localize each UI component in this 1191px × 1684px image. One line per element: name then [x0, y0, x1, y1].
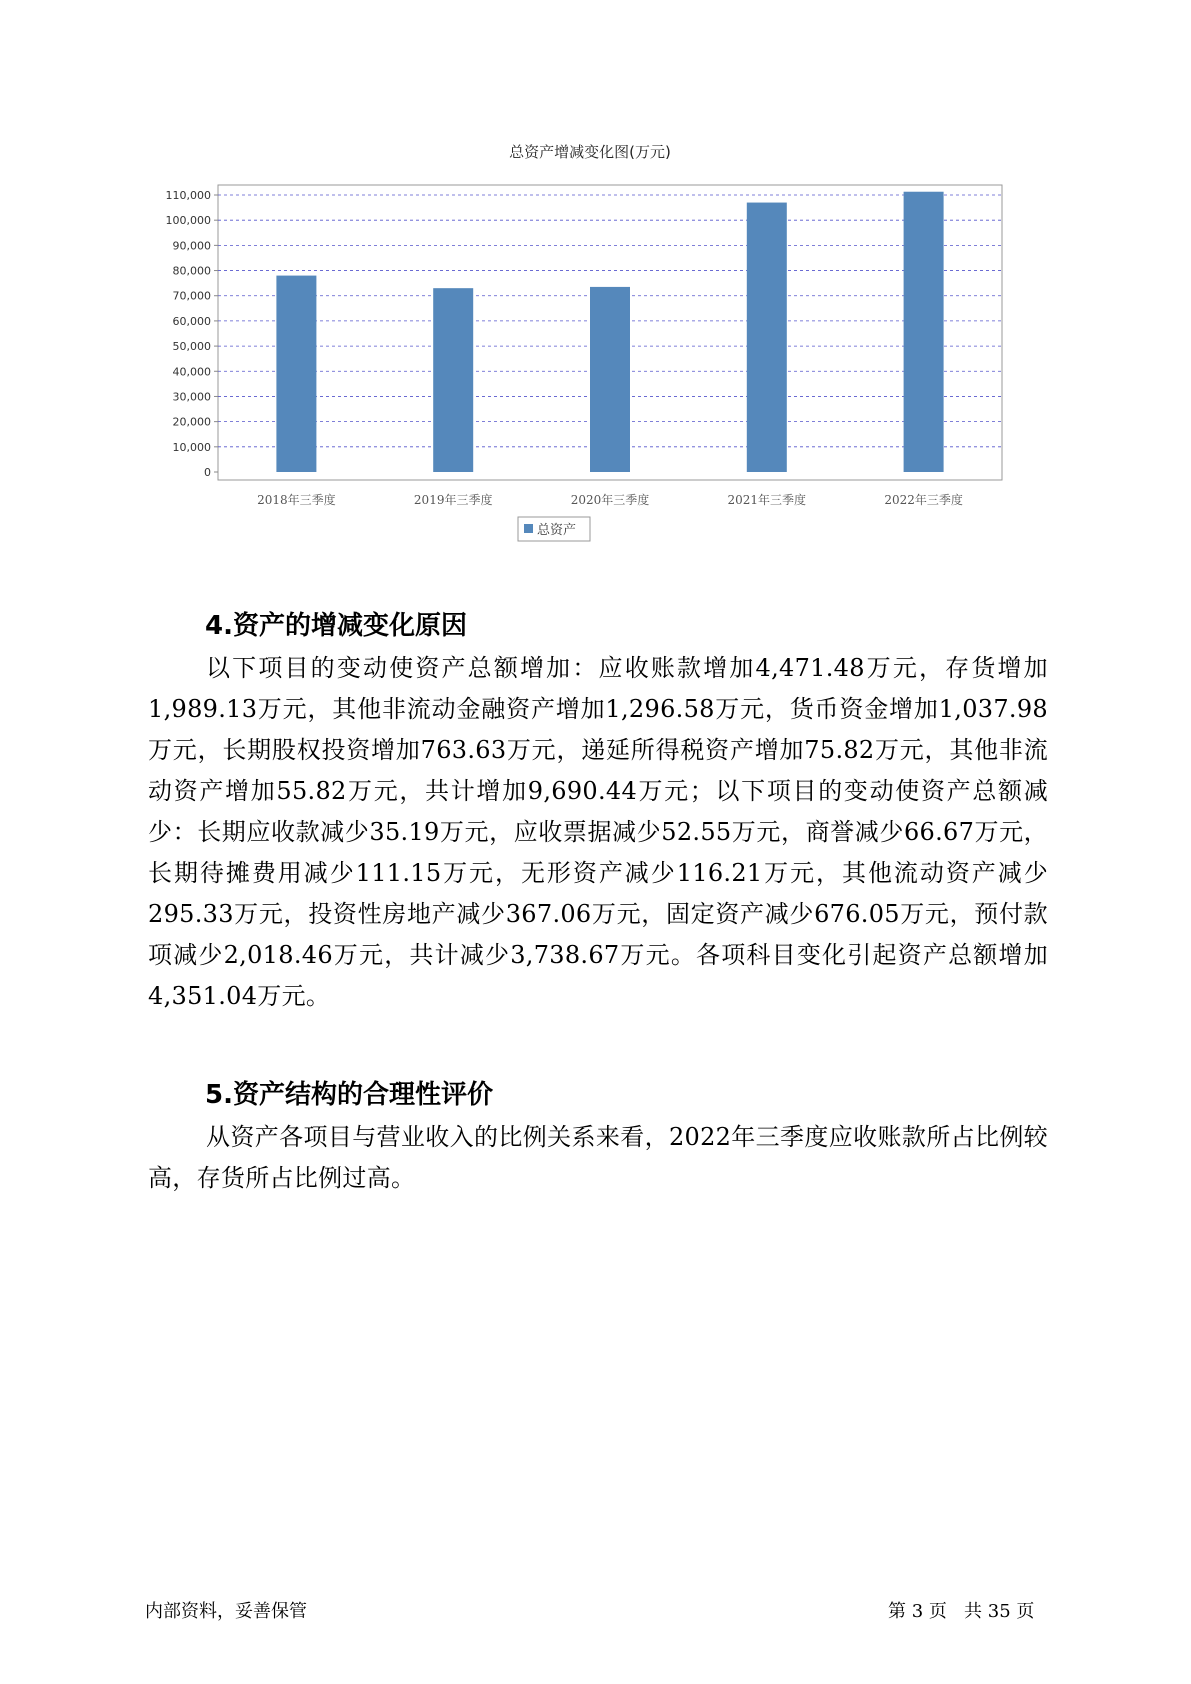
legend-label: 总资产: [537, 523, 577, 538]
x-tick-label: 2022年三季度: [884, 493, 963, 507]
bar: [276, 276, 316, 472]
footer-confidential: 内部资料，妥善保管: [145, 1601, 307, 1622]
y-tick-label: 0: [204, 466, 211, 479]
x-tick-label: 2021年三季度: [727, 493, 807, 507]
y-tick-label: 10,000: [172, 440, 211, 454]
y-tick-label: 80,000: [172, 264, 211, 278]
x-tick-label: 2018年三季度: [257, 493, 336, 507]
y-tick-label: 50,000: [172, 340, 211, 354]
x-tick-label: 2019年三季度: [413, 493, 493, 507]
section-5-heading: 5.资产结构的合理性评价: [205, 1080, 493, 1110]
y-tick-label: 90,000: [172, 239, 211, 253]
bar: [590, 287, 630, 472]
y-tick-label: 100,000: [165, 214, 211, 228]
footer-page-number: 第 3 页 共 35 页: [888, 1601, 1035, 1622]
y-axis-ticks: [166, 189, 219, 479]
y-tick-label: 30,000: [172, 390, 211, 404]
section-5-paragraph: 从资产各项目与营业收入的比例关系来看，2022年三季度应收账款所占比例较高，存货所占比例过高。: [148, 1123, 1048, 1192]
y-tick-label: 60,000: [172, 314, 211, 328]
legend-swatch: [524, 524, 533, 533]
y-tick-label: 70,000: [172, 289, 211, 303]
legend: [518, 517, 590, 541]
chart-title: 总资产增减变化图(万元): [509, 143, 671, 161]
bar: [747, 203, 787, 472]
total-assets-chart: [150, 135, 1030, 595]
y-tick-label: 110,000: [165, 189, 211, 202]
x-tick-label: 2020年三季度: [570, 493, 650, 507]
section-4-heading: 4.资产的增减变化原因: [205, 611, 467, 641]
chart-svg: [150, 135, 1030, 595]
y-tick-label: 20,000: [172, 415, 211, 429]
bar: [904, 192, 944, 472]
section-4-paragraph: 以下项目的变动使资产总额增加：应收账款增加4,471.48万元，存货增加1,989.13万元，其他非流动金融资产增加1,296.58万元，货币资金增加1,037.98万元，长期股权投资增加763.63万元，递延所得税资产增加75.82万元，其他非流动资产增加55.82万元，共计增加9,690.44万元；以下项目的变动使资产总额减少：长期应收款减少35.19万元，应收票据减少52.55万元，商誉减少66.67万元，长期待摊费用减少111.15万元，无形资产减少116.21万元，其他流动资产减少295.33万元，投资性房地产减少367.06万元，固定资产减少676.05万元，预付款项减少2,018.46万元，共计减少3,738.67万元。各项科目变化引起资产总额增加4,351.04万元。: [148, 654, 1048, 1010]
bar: [433, 288, 473, 472]
y-tick-label: 40,000: [172, 365, 211, 379]
x-axis-ticks: [257, 492, 963, 507]
